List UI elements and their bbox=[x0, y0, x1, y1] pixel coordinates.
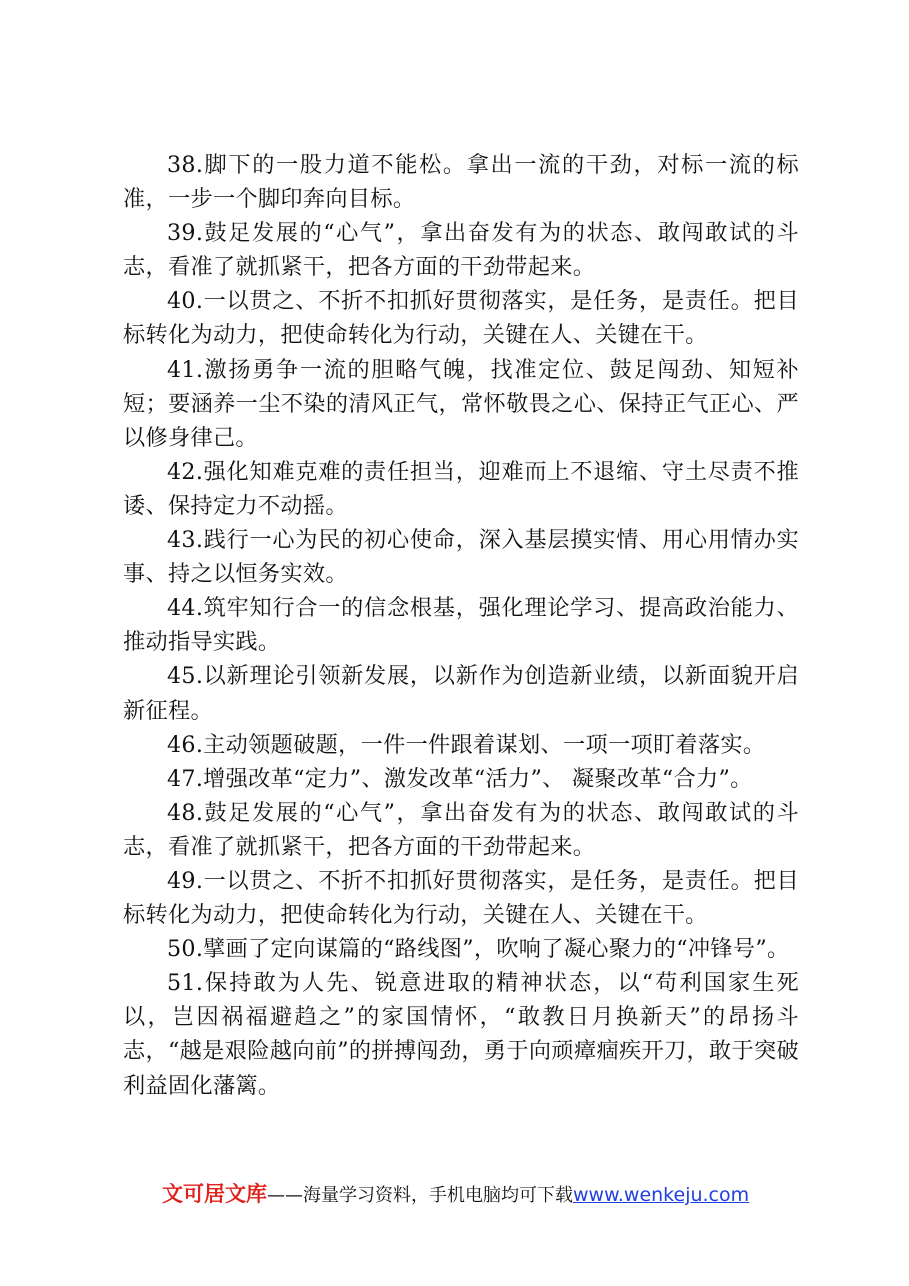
paragraph-41: 41.激扬勇争一流的胆略气魄，找准定位、鼓足闯劲、知短补短；要涵养一尘不染的清风正气，常怀敬畏之心、保持正气正心、严以修身律己。 bbox=[123, 356, 799, 451]
paragraph-50: 50.擘画了定向谋篇的“路线图”，吹响了凝心聚力的“冲锋号”。 bbox=[167, 936, 790, 963]
paragraph-44: 44.筑牢知行合一的信念根基，强化理论学习、提高政治能力、推动指导实践。 bbox=[123, 595, 799, 656]
paragraph-47: 47.增强改革“定力”、激发改革“活力”、 凝聚改革“合力”。 bbox=[167, 765, 753, 792]
paragraph-45: 45.以新理论引领新发展，以新作为创造新业绩，以新面貌开启新征程。 bbox=[123, 663, 799, 724]
footer-brand: 文可居文库 bbox=[162, 1182, 267, 1206]
paragraph-51: 51.保持敢为人先、锐意进取的精神状态，以“苟利国家生死以，岂因祸福避趋之”的家国情怀，“敢教日月换新天”的昂扬斗志，“越是艰险越向前”的拼搏闯劲，勇于向顽瘴痼疾开刀，敢于突破利益固化藩篱。 bbox=[123, 970, 799, 1099]
document-body bbox=[123, 148, 799, 1103]
paragraph-38: 38.脚下的一股力道不能松。拿出一流的干劲，对标一流的标准，一步一个脚印奔向目标。 bbox=[123, 152, 799, 213]
paragraph-42: 42.强化知难克难的责任担当，迎难而上不退缩、守土尽责不推诿、保持定力不动摇。 bbox=[123, 458, 799, 519]
footer-tagline: ——海量学习资料，手机电脑均可下载 bbox=[267, 1185, 573, 1206]
paragraph-48: 48.鼓足发展的“心气”，拿出奋发有为的状态、敢闯敢试的斗志，看准了就抓紧干，把各方面的干劲带起来。 bbox=[123, 799, 799, 860]
paragraph-43: 43.践行一心为民的初心使命，深入基层摸实情、用心用情办实事、持之以恒务实效。 bbox=[123, 527, 799, 588]
footer-site-link[interactable]: www.wenkeju.com bbox=[573, 1184, 750, 1206]
paragraph-40: 40.一以贯之、不折不扣抓好贯彻落实，是任务，是责任。把目标转化为动力，把使命转化为行动，关键在人、关键在干。 bbox=[123, 288, 799, 349]
paragraph-46: 46.主动领题破题，一件一件跟着谋划、一项一项盯着落实。 bbox=[167, 731, 766, 758]
paragraph-39: 39.鼓足发展的“心气”，拿出奋发有为的状态、敢闯敢试的斗志，看准了就抓紧干，把各方面的干劲带起来。 bbox=[123, 220, 799, 281]
footer-banner bbox=[162, 1180, 802, 1210]
paragraph-49: 49.一以贯之、不折不扣抓好贯彻落实，是任务，是责任。把目标转化为动力，把使命转化为行动，关键在人、关键在干。 bbox=[123, 867, 799, 929]
